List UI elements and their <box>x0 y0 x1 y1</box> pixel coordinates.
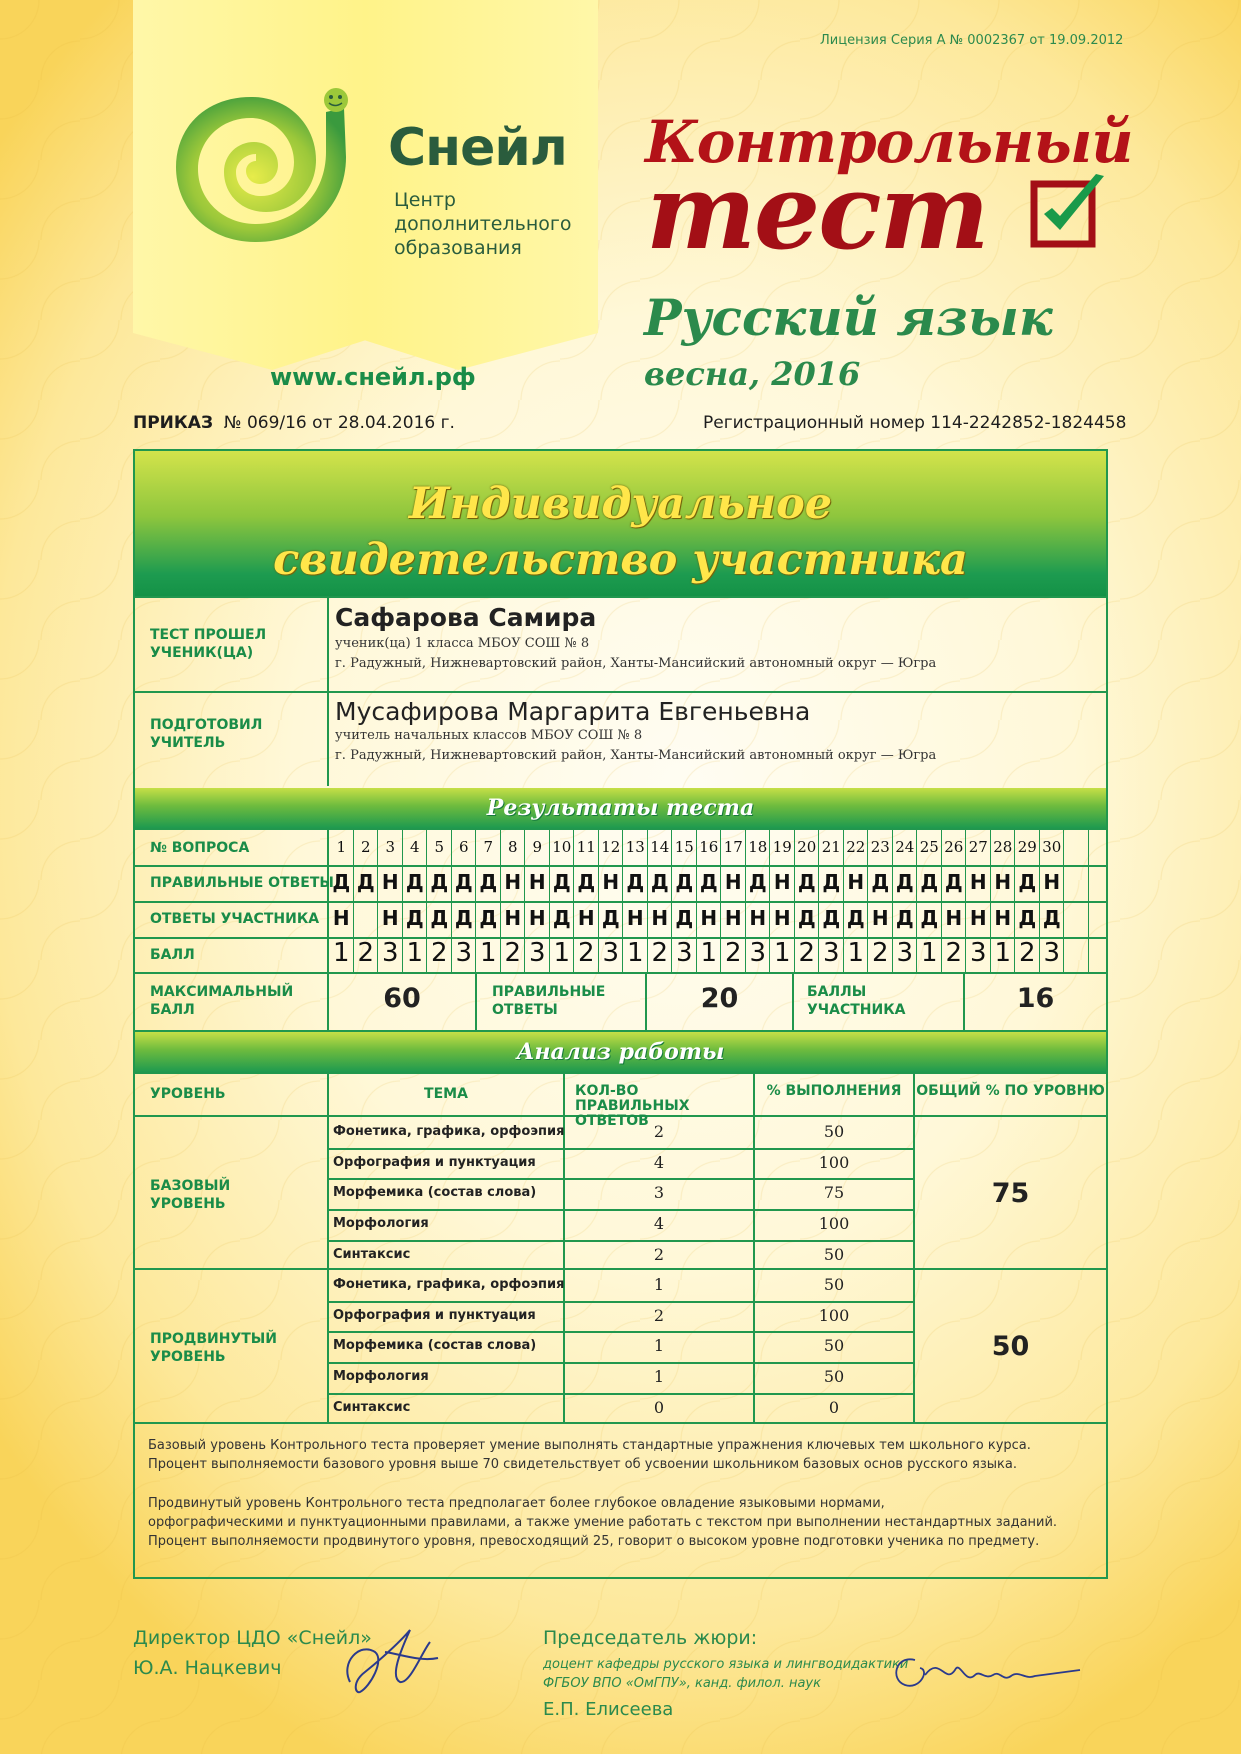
question-number: 6 <box>458 838 469 856</box>
question-points: 1 <box>553 938 571 968</box>
correct-count-cell: 0 <box>653 1397 665 1417</box>
question-number: 23 <box>870 838 890 856</box>
correct-count-cell: 2 <box>653 1305 665 1325</box>
note-basic <box>148 1436 1093 1474</box>
question-number: 11 <box>576 838 596 856</box>
registration-number: Регистрационный номер 114-2242852-1824458 <box>703 413 1127 433</box>
question-points: 3 <box>896 938 914 968</box>
correct-answer: Д <box>405 870 424 894</box>
jury-title: Председатель жюри: <box>543 1627 758 1649</box>
correct-answer: Д <box>577 870 596 894</box>
participant-answer: Н <box>528 906 546 930</box>
advanced-level-total: 50 <box>991 1331 1030 1362</box>
question-points: 1 <box>332 938 350 968</box>
jury-desc1: доцент кафедры русского языка и лингводидактики <box>543 1657 909 1672</box>
participant-answer: Н <box>626 906 644 930</box>
participant-answer: Н <box>994 906 1012 930</box>
max-score-value: 60 <box>383 983 421 1014</box>
correct-answer: Н <box>528 870 546 894</box>
row-label-participant: ОТВЕТЫ УЧАСТНИКА <box>150 911 320 927</box>
participant-answer: Н <box>871 906 889 930</box>
row-label-points: БАЛЛ <box>150 947 195 963</box>
participant-answer: Д <box>405 906 424 930</box>
max-score-label: МАКСИМАЛЬНЫЙ БАЛЛ <box>150 984 294 1018</box>
question-number: 30 <box>1042 838 1062 856</box>
percent-cell: 50 <box>823 1367 845 1387</box>
question-points: 3 <box>455 938 473 968</box>
question-points: 2 <box>871 938 889 968</box>
note-advanced-line3: Процент выполняемости продвинутого уровня, превосходящий 25, говорит о высоком уровне подготовки ученика по предмету. <box>148 1534 1040 1549</box>
question-points: 2 <box>724 938 742 968</box>
question-points: 3 <box>749 938 767 968</box>
participant-answer: Д <box>920 906 939 930</box>
correct-count-cell: 1 <box>653 1367 665 1387</box>
teacher-info1: учитель начальных классов МБОУ СОШ № 8 <box>335 728 643 743</box>
participant-score-label: БАЛЛЫ УЧАСТНИКА <box>807 984 906 1018</box>
note-advanced-line1: Продвинутый уровень Контрольного теста предполагает более глубокое овладение языковыми нормами, <box>148 1496 885 1511</box>
advanced-level-label: ПРОДВИНУТЫЙ УРОВЕНЬ <box>150 1331 278 1365</box>
correct-answer: Н <box>504 870 522 894</box>
certificate-title <box>135 476 1106 588</box>
question-points: 3 <box>381 938 399 968</box>
director-title: Директор ЦДО «Снейл» <box>133 1627 372 1649</box>
correct-answer: Д <box>699 870 718 894</box>
question-points: 3 <box>528 938 546 968</box>
participant-answer: Д <box>895 906 914 930</box>
correct-answers-value: 20 <box>700 983 739 1014</box>
row-label-correct: ПРАВИЛЬНЫЕ ОТВЕТЫ <box>150 875 334 891</box>
question-points: 2 <box>798 938 816 968</box>
participant-answer: Н <box>651 906 669 930</box>
question-points: 2 <box>651 938 669 968</box>
participant-answer: Н <box>773 906 791 930</box>
website-link[interactable]: www.снейл.рф <box>270 363 476 391</box>
subject-title: Русский язык <box>644 288 1053 347</box>
season-label: весна, 2016 <box>644 355 861 393</box>
correct-answer: Д <box>871 870 890 894</box>
question-points: 2 <box>945 938 963 968</box>
brand-name: Снейл <box>388 118 567 178</box>
col-level: УРОВЕНЬ <box>150 1086 226 1102</box>
teacher-name: Мусафирова Маргарита Евгеньевна <box>335 697 811 726</box>
topic-cell: Фонетика, графика, орфоэпия <box>333 1277 565 1292</box>
percent-cell: 100 <box>818 1305 850 1325</box>
question-number: 8 <box>507 838 518 856</box>
correct-count-cell: 3 <box>653 1183 665 1203</box>
student-info1: ученик(ца) 1 класса МБОУ СОШ № 8 <box>335 636 590 651</box>
question-number: 26 <box>944 838 964 856</box>
correct-count-cell: 2 <box>653 1244 665 1264</box>
correct-answer: Д <box>675 870 694 894</box>
question-number: 10 <box>552 838 572 856</box>
participant-answer: Н <box>700 906 718 930</box>
director-signature <box>330 1612 450 1700</box>
question-points: 1 <box>479 938 497 968</box>
correct-count-cell: 1 <box>653 1336 665 1356</box>
certificate-title-line2: свидетельство участника <box>273 535 968 585</box>
question-points: 1 <box>626 938 644 968</box>
question-number: 12 <box>601 838 621 856</box>
analysis-title: Анализ работы <box>516 1039 725 1065</box>
correct-answer: Н <box>969 870 987 894</box>
correct-answer: Д <box>332 870 351 894</box>
teacher-info2: г. Радужный, Нижневартовский район, Ханты-Мансийский автономный округ — Югра <box>335 748 937 763</box>
participant-answer: Д <box>601 906 620 930</box>
question-number: 15 <box>674 838 694 856</box>
question-number: 14 <box>650 838 670 856</box>
participant-answer: Н <box>332 906 350 930</box>
participant-answer: Д <box>479 906 498 930</box>
percent-cell: 50 <box>823 1122 845 1141</box>
correct-answer: Д <box>822 870 841 894</box>
percent-cell: 50 <box>823 1336 845 1356</box>
topic-cell: Орфография и пунктуация <box>333 1154 536 1170</box>
correct-count-cell: 4 <box>653 1214 665 1234</box>
participant-answer: Н <box>381 906 399 930</box>
question-points: 2 <box>357 938 375 968</box>
brand-subtitle: Центр дополнительного образования <box>394 189 572 259</box>
col-level-total: ОБЩИЙ % ПО УРОВНЮ <box>916 1083 1105 1099</box>
basic-level-label: БАЗОВЫЙ УРОВЕНЬ <box>150 1178 231 1212</box>
correct-answer: Н <box>724 870 742 894</box>
question-number: 27 <box>968 838 988 856</box>
question-number: 21 <box>821 838 841 856</box>
basic-level-total: 75 <box>991 1178 1030 1209</box>
correct-answer: Д <box>430 870 449 894</box>
student-label: ТЕСТ ПРОШЕЛ УЧЕНИК(ЦА) <box>150 627 267 661</box>
question-points: 3 <box>1043 938 1061 968</box>
correct-answer: Н <box>1043 870 1061 894</box>
correct-answer: Д <box>797 870 816 894</box>
order-line <box>133 413 455 433</box>
question-points: 1 <box>994 938 1012 968</box>
correct-answer: Д <box>944 870 963 894</box>
participant-answer: Н <box>724 906 742 930</box>
correct-answer: Д <box>626 870 645 894</box>
participant-answer: Д <box>846 906 865 930</box>
question-number: 2 <box>360 838 371 856</box>
license-text: Лицензия Серия А № 0002367 от 19.09.2012 <box>820 33 1124 48</box>
question-number: 25 <box>919 838 939 856</box>
question-number: 5 <box>434 838 445 856</box>
snail-logo-icon <box>176 72 356 247</box>
student-info2: г. Радужный, Нижневартовский район, Ханты-Мансийский автономный округ — Югра <box>335 656 937 671</box>
jury-desc2: ФГБОУ ВПО «ОмГПУ», канд. филол. наук <box>543 1676 821 1691</box>
question-points: 2 <box>1018 938 1036 968</box>
participant-answer: Д <box>454 906 473 930</box>
question-points: 1 <box>773 938 791 968</box>
note-advanced-line2: орфографическими и пунктуационными правилами, а также умение работать с текстом при выполнении нестандартных заданий. <box>148 1515 1058 1530</box>
question-points: 3 <box>822 938 840 968</box>
participant-answer: Д <box>797 906 816 930</box>
checkmark-box-icon <box>1030 170 1110 252</box>
teacher-label: ПОДГОТОВИЛ УЧИТЕЛЬ <box>150 717 263 751</box>
correct-answer: Н <box>381 870 399 894</box>
participant-answer: Д <box>1018 906 1037 930</box>
participant-answer: Н <box>969 906 987 930</box>
correct-answer: Н <box>602 870 620 894</box>
question-number: 17 <box>723 838 743 856</box>
jury-description <box>543 1655 908 1693</box>
correct-answer: Н <box>847 870 865 894</box>
question-number: 4 <box>409 838 420 856</box>
title-line2: тест <box>646 150 988 273</box>
question-number: 7 <box>483 838 494 856</box>
row-label-question: № ВОПРОСА <box>150 840 250 856</box>
question-number: 22 <box>846 838 866 856</box>
question-number: 16 <box>699 838 719 856</box>
order-label: ПРИКАЗ <box>133 413 214 433</box>
percent-cell: 100 <box>818 1152 850 1172</box>
correct-answer: Д <box>920 870 939 894</box>
question-points: 3 <box>602 938 620 968</box>
results-title: Результаты теста <box>486 795 755 821</box>
question-number: 18 <box>748 838 768 856</box>
correct-count-cell: 4 <box>653 1152 665 1172</box>
director-name: Ю.А. Нацкевич <box>133 1657 282 1679</box>
col-correct-count: КОЛ-ВО ПРАВИЛЬНЫХ ОТВЕТОВ <box>575 1083 690 1129</box>
percent-cell: 50 <box>823 1244 845 1264</box>
percent-cell: 100 <box>818 1214 850 1234</box>
topic-cell: Фонетика, графика, орфоэпия <box>333 1124 565 1139</box>
participant-answer: Д <box>675 906 694 930</box>
question-number: 1 <box>336 838 347 856</box>
question-number: 29 <box>1017 838 1037 856</box>
question-points: 1 <box>700 938 718 968</box>
topic-cell: Морфемика (состав слова) <box>333 1338 537 1354</box>
topic-cell: Морфемика (состав слова) <box>333 1185 537 1201</box>
note-basic-line2: Процент выполняемости базового уровня выше 70 свидетельствует об усвоении школьником базовых основ русского языка. <box>148 1457 1017 1472</box>
topic-cell: Морфология <box>333 1369 429 1385</box>
correct-answer: Д <box>748 870 767 894</box>
certificate-title-line1: Индивидуальное <box>408 479 833 529</box>
percent-cell: 50 <box>823 1275 845 1294</box>
participant-answer: Н <box>504 906 522 930</box>
percent-cell: 75 <box>823 1183 845 1203</box>
jury-signature <box>885 1640 1090 1700</box>
percent-cell: 0 <box>828 1397 840 1417</box>
col-percent: % ВЫПОЛНЕНИЯ <box>766 1083 902 1099</box>
participant-answer: Д <box>552 906 571 930</box>
participant-answer: Д <box>430 906 449 930</box>
correct-answer: Н <box>773 870 791 894</box>
correct-answer: Д <box>356 870 375 894</box>
correct-count-cell: 1 <box>653 1275 665 1294</box>
question-number: 28 <box>993 838 1013 856</box>
question-number: 3 <box>385 838 396 856</box>
correct-answer: Д <box>650 870 669 894</box>
correct-count-cell: 2 <box>653 1122 665 1141</box>
participant-answer: Д <box>1042 906 1061 930</box>
topic-cell: Синтаксис <box>333 1399 411 1415</box>
question-number: 20 <box>797 838 817 856</box>
title-line1: Контрольный <box>645 108 1133 176</box>
col-topic: ТЕМА <box>424 1086 468 1102</box>
topic-cell: Морфология <box>333 1216 429 1232</box>
note-basic-line1: Базовый уровень Контрольного теста проверяет умение выполнять стандартные упражнения ключевых тем школьного курса. <box>148 1438 1031 1453</box>
question-points: 3 <box>969 938 987 968</box>
participant-answer: Д <box>822 906 841 930</box>
jury-name: Е.П. Елисеева <box>543 1699 674 1720</box>
note-advanced <box>148 1494 1093 1551</box>
question-points: 2 <box>577 938 595 968</box>
question-number: 19 <box>772 838 792 856</box>
correct-answer: Д <box>454 870 473 894</box>
topic-cell: Синтаксис <box>333 1246 411 1262</box>
correct-answer: Д <box>1018 870 1037 894</box>
participant-answer: Н <box>749 906 767 930</box>
order-value: № 069/16 от 28.04.2016 г. <box>223 413 455 433</box>
participant-score-value: 16 <box>1016 983 1055 1014</box>
question-points: 1 <box>920 938 938 968</box>
correct-answer: Д <box>552 870 571 894</box>
topic-cell: Орфография и пунктуация <box>333 1307 536 1323</box>
participant-answer: Н <box>945 906 963 930</box>
question-number: 9 <box>532 838 543 856</box>
question-number: 13 <box>625 838 645 856</box>
correct-answers-label: ПРАВИЛЬНЫЕ ОТВЕТЫ <box>492 984 606 1018</box>
question-points: 1 <box>847 938 865 968</box>
question-points: 2 <box>504 938 522 968</box>
question-points: 3 <box>675 938 693 968</box>
question-points: 2 <box>430 938 448 968</box>
question-number: 24 <box>895 838 915 856</box>
student-name: Сафарова Самира <box>335 603 597 632</box>
correct-answer: Д <box>895 870 914 894</box>
question-points: 1 <box>406 938 424 968</box>
correct-answer: Д <box>479 870 498 894</box>
participant-answer: Н <box>577 906 595 930</box>
correct-answer: Н <box>994 870 1012 894</box>
